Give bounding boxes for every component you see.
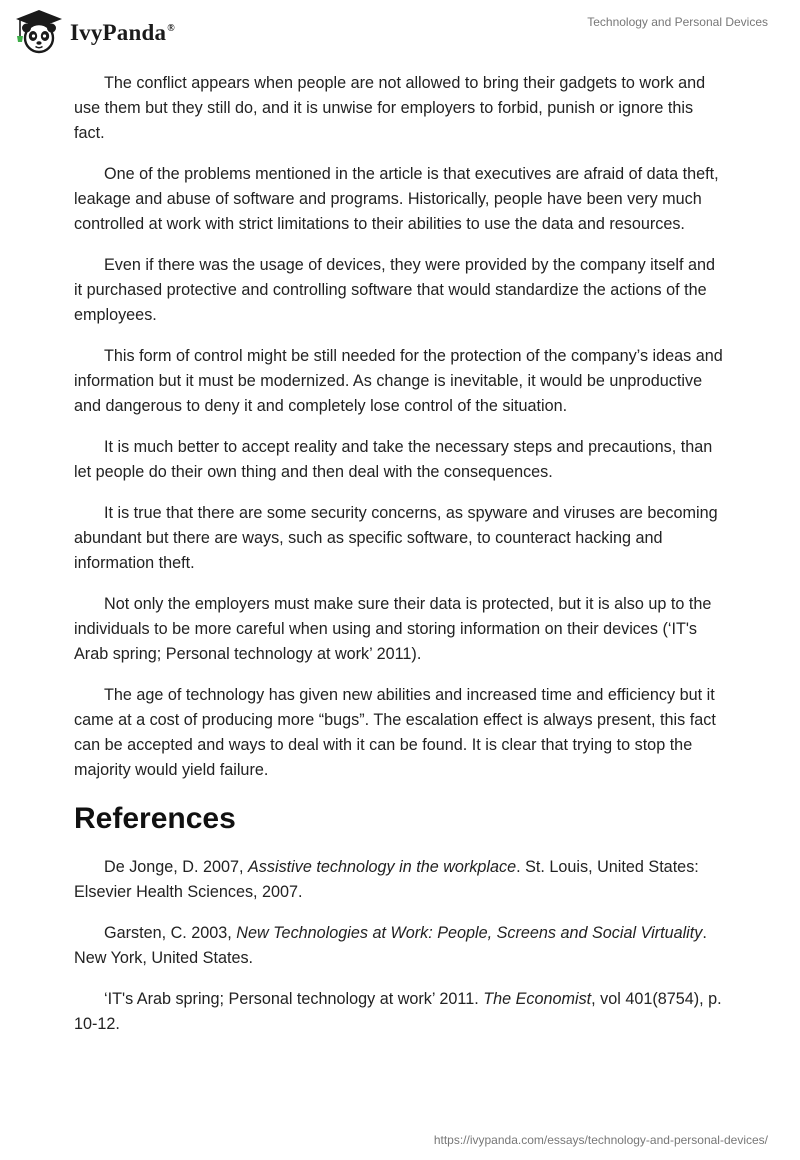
paragraph: The age of technology has given new abilities and increased time and efficiency but it came at a cost of producing more “bugs”. The escalation effect is always present, this fact can be accepted and ways to deal with it can be found. It is clear that trying to stop the majority would yield failure. bbox=[74, 686, 716, 779]
source-url[interactable]: https://ivypanda.com/essays/technology-and-personal-devices/ bbox=[433, 1133, 768, 1147]
reference-title: The Economist bbox=[483, 990, 592, 1008]
references-heading: References bbox=[74, 802, 236, 835]
reference-item: Garsten, C. 2003, New Technologies at Work: People, Screens and Social Virtuality. New York, United States. bbox=[74, 924, 707, 967]
reference-item: ‘IT's Arab spring; Personal technology at work’ 2011. The Economist, vol 401(8754), p. 10-12. bbox=[74, 990, 722, 1033]
panda-graduate-icon bbox=[14, 8, 64, 54]
reference-title: New Technologies at Work: People, Screens and Social Virtuality bbox=[236, 924, 703, 942]
brand-name: IvyPanda® bbox=[70, 20, 175, 45]
reference-title: Assistive technology in the workplace bbox=[247, 858, 517, 876]
essay-body bbox=[74, 71, 724, 1053]
paragraph: This form of control might be still needed for the protection of the company’s ideas and information but it must be modernized. As change is inevitable, it would be unproductive and dangerous to deny it and completely lose control of the situation. bbox=[74, 347, 723, 415]
ivypanda-logo[interactable] bbox=[14, 8, 175, 54]
paragraph: Not only the employers must make sure their data is protected, but it is also up to the individuals to be more careful when using and storing information on their devices (‘IT's Arab spring; Personal technology at work’ 2011). bbox=[74, 595, 712, 663]
reference-item: De Jonge, D. 2007, Assistive technology in the workplace. St. Louis, United States: Elsevier Health Sciences, 2007. bbox=[74, 858, 699, 901]
document-title: Technology and Personal Devices bbox=[587, 15, 768, 29]
paragraph: The conflict appears when people are not allowed to bring their gadgets to work and use them but they still do, and it is unwise for employers to forbid, punish or ignore this fact. bbox=[74, 74, 706, 142]
paragraph: Even if there was the usage of devices, they were provided by the company itself and it purchased protective and controlling software that would standardize the actions of the employees. bbox=[74, 256, 715, 324]
paragraph: It is true that there are some security concerns, as spyware and viruses are becoming abundant but there are ways, such as specific software, to counteract hacking and information theft. bbox=[74, 504, 718, 572]
paragraph: One of the problems mentioned in the article is that executives are afraid of data theft, leakage and abuse of software and programs. Historically, people have been very much controlled at work with strict limitations to their abilities to use the data and resources. bbox=[74, 165, 719, 233]
paragraph: It is much better to accept reality and take the necessary steps and precautions, than let people do their own thing and then deal with the consequences. bbox=[74, 438, 713, 481]
page-header bbox=[0, 0, 800, 60]
